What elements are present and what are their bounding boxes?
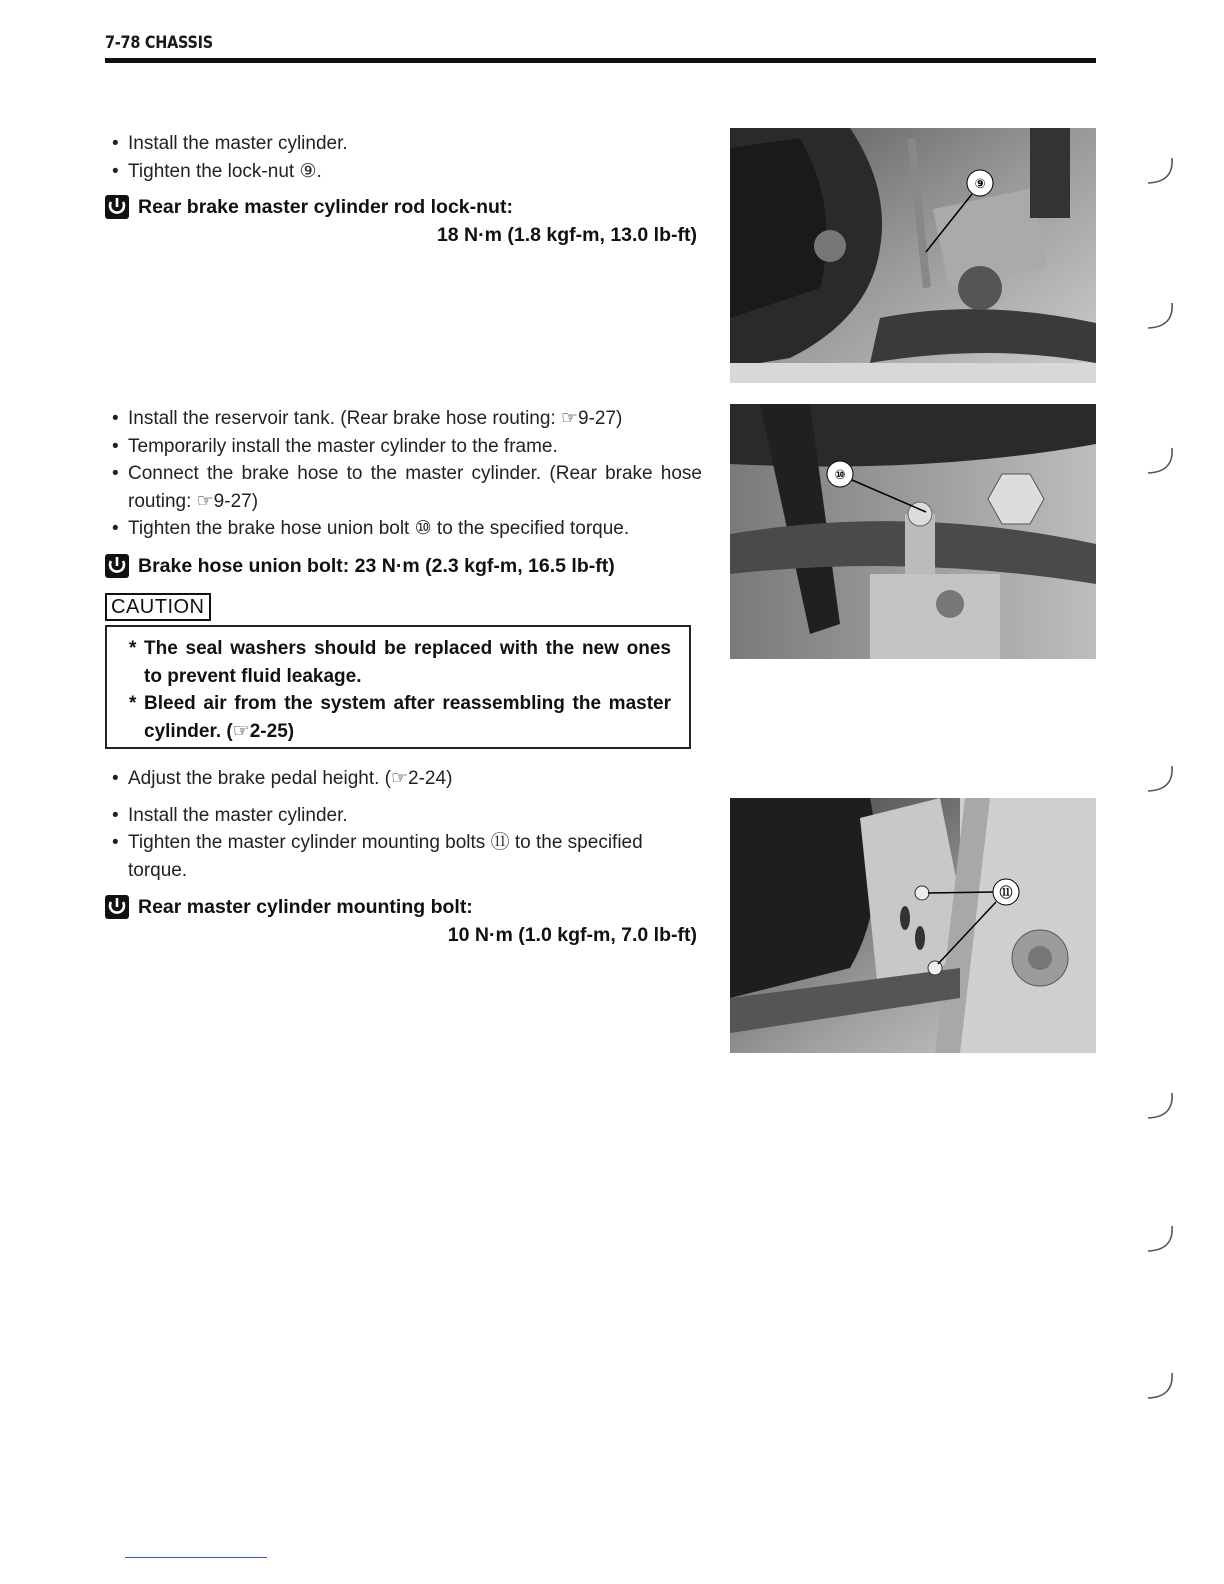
caution-item: * The seal washers should be replaced with the new ones to prevent fluid leakage. bbox=[129, 638, 671, 687]
binding-mark bbox=[1140, 1218, 1180, 1258]
binding-mark bbox=[1140, 1085, 1180, 1125]
figure-1-photo bbox=[730, 128, 1096, 383]
caution-box bbox=[105, 625, 691, 749]
section2-bullet-list bbox=[112, 405, 702, 543]
list-item: • Install the master cylinder. bbox=[112, 130, 702, 158]
callout-11: ⑪ bbox=[999, 886, 1013, 901]
torque-label: Rear brake master cylinder rod lock-nut: bbox=[138, 195, 513, 218]
list-item: • Temporarily install the master cylinder to the frame. bbox=[112, 433, 702, 461]
callout-9: ⑨ bbox=[974, 177, 986, 192]
torque-wrench-icon bbox=[105, 895, 129, 919]
torque-spec-1 bbox=[105, 193, 697, 249]
section3-bullet-list bbox=[112, 765, 702, 884]
binding-mark bbox=[1140, 295, 1180, 335]
list-item: • Tighten the master cylinder mounting bolts ⑪ to the specified torque. bbox=[112, 829, 702, 884]
callout-10: ⑩ bbox=[834, 468, 846, 483]
torque-wrench-icon bbox=[105, 195, 129, 219]
caution-item: * Bleed air from the system after reassembling the master cylinder. (☞2-25) bbox=[129, 693, 671, 742]
caution-label: CAUTION bbox=[105, 593, 211, 621]
list-item: • Tighten the brake hose union bolt ⑩ to the specified torque. bbox=[112, 515, 702, 543]
binding-mark bbox=[1140, 440, 1180, 480]
torque-label: Rear master cylinder mounting bolt: bbox=[138, 895, 473, 918]
header-rule bbox=[105, 58, 1096, 63]
list-item: • Adjust the brake pedal height. (☞2-24) bbox=[112, 765, 702, 793]
list-item: • Tighten the lock-nut ⑨. bbox=[112, 158, 702, 186]
torque-spec-3 bbox=[105, 893, 697, 949]
figure-2-photo bbox=[730, 404, 1096, 659]
section1-bullet-list bbox=[112, 130, 702, 185]
binding-mark bbox=[1140, 1365, 1180, 1405]
list-item: • Install the master cylinder. bbox=[112, 802, 702, 830]
figure-3-photo bbox=[730, 798, 1096, 1053]
list-item: • Install the reservoir tank. (Rear brake hose routing: ☞9-27) bbox=[112, 405, 702, 433]
torque-value: 10 N·m (1.0 kgf-m, 7.0 lb-ft) bbox=[447, 924, 697, 946]
torque-value: 18 N·m (1.8 kgf-m, 13.0 lb-ft) bbox=[436, 224, 697, 246]
footer-underline bbox=[125, 1557, 267, 1558]
binding-mark bbox=[1140, 150, 1180, 190]
torque-label: Brake hose union bolt: 23 N·m (2.3 kgf-m, 16.5 lb-ft) bbox=[138, 554, 615, 577]
torque-wrench-icon bbox=[105, 554, 129, 578]
page-header: 7-78 CHASSIS bbox=[105, 33, 213, 53]
binding-mark bbox=[1140, 758, 1180, 798]
torque-spec-2 bbox=[105, 552, 697, 580]
list-item: • Connect the brake hose to the master cylinder. (Rear brake hose routing: ☞9-27) bbox=[112, 460, 702, 515]
